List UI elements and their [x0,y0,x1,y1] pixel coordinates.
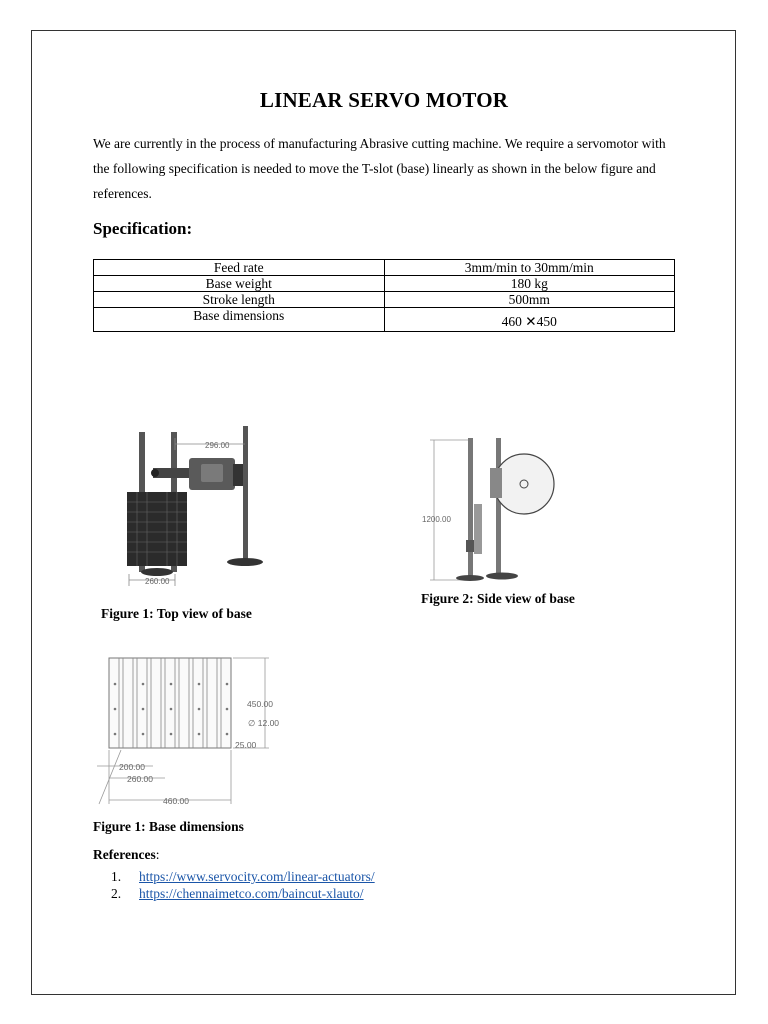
dim-200: 200.00 [119,762,145,772]
list-item [93,885,375,902]
spec-label: Feed rate [94,260,385,276]
dim-diameter: ∅ 12.00 [248,718,280,728]
figure3-caption: Figure 1: Base dimensions [93,819,244,834]
dim-25: 25.00 [235,740,257,750]
table-row [94,260,675,276]
reference-number: 1. [111,869,122,884]
reference-number: 2. [111,886,122,901]
spec-value: 3mm/min to 30mm/min [384,260,675,276]
spec-label: Base dimensions [94,308,385,332]
spec-value: 460 ✕450 [384,308,675,332]
specification-heading: Specification: [93,219,193,238]
references-label: References [93,847,156,862]
reference-link-chennaimetco[interactable]: https://chennaimetco.com/baincut-xlauto/ [139,886,364,901]
references-heading [93,847,159,863]
dim-460: 460.00 [163,796,189,806]
intro-paragraph: We are currently in the process of manufacturing Abrasive cutting machine. We require a servomotor with the following specification is needed to move the T-slot (base) linearly as shown in the below figure and references. [93,136,666,201]
dim-450: 450.00 [247,699,273,709]
page-title: LINEAR SERVO MOTOR [259,88,509,112]
specification-table [93,259,675,332]
figure2-caption: Figure 2: Side view of base [421,591,575,606]
dim-1200: 1200.00 [422,515,451,524]
references-list [93,868,375,902]
dim-296: 296.00 [205,441,230,450]
dim-260-base: 260.00 [127,774,153,784]
table-row [94,292,675,308]
spec-value: 500mm [384,292,675,308]
top-view-figure [115,420,280,590]
dim-260: 260.00 [145,577,170,586]
spec-label: Base weight [94,276,385,292]
spec-value: 180 kg [384,276,675,292]
side-view-figure [420,418,560,586]
base-dimensions-figure [93,654,283,810]
table-row [94,276,675,292]
figure1-caption: Figure 1: Top view of base [101,606,252,621]
table-row [94,308,675,332]
spec-label: Stroke length [94,292,385,308]
list-item [93,868,375,885]
references-colon: : [155,847,160,862]
reference-link-servocity[interactable]: https://www.servocity.com/linear-actuators/ [139,869,375,884]
